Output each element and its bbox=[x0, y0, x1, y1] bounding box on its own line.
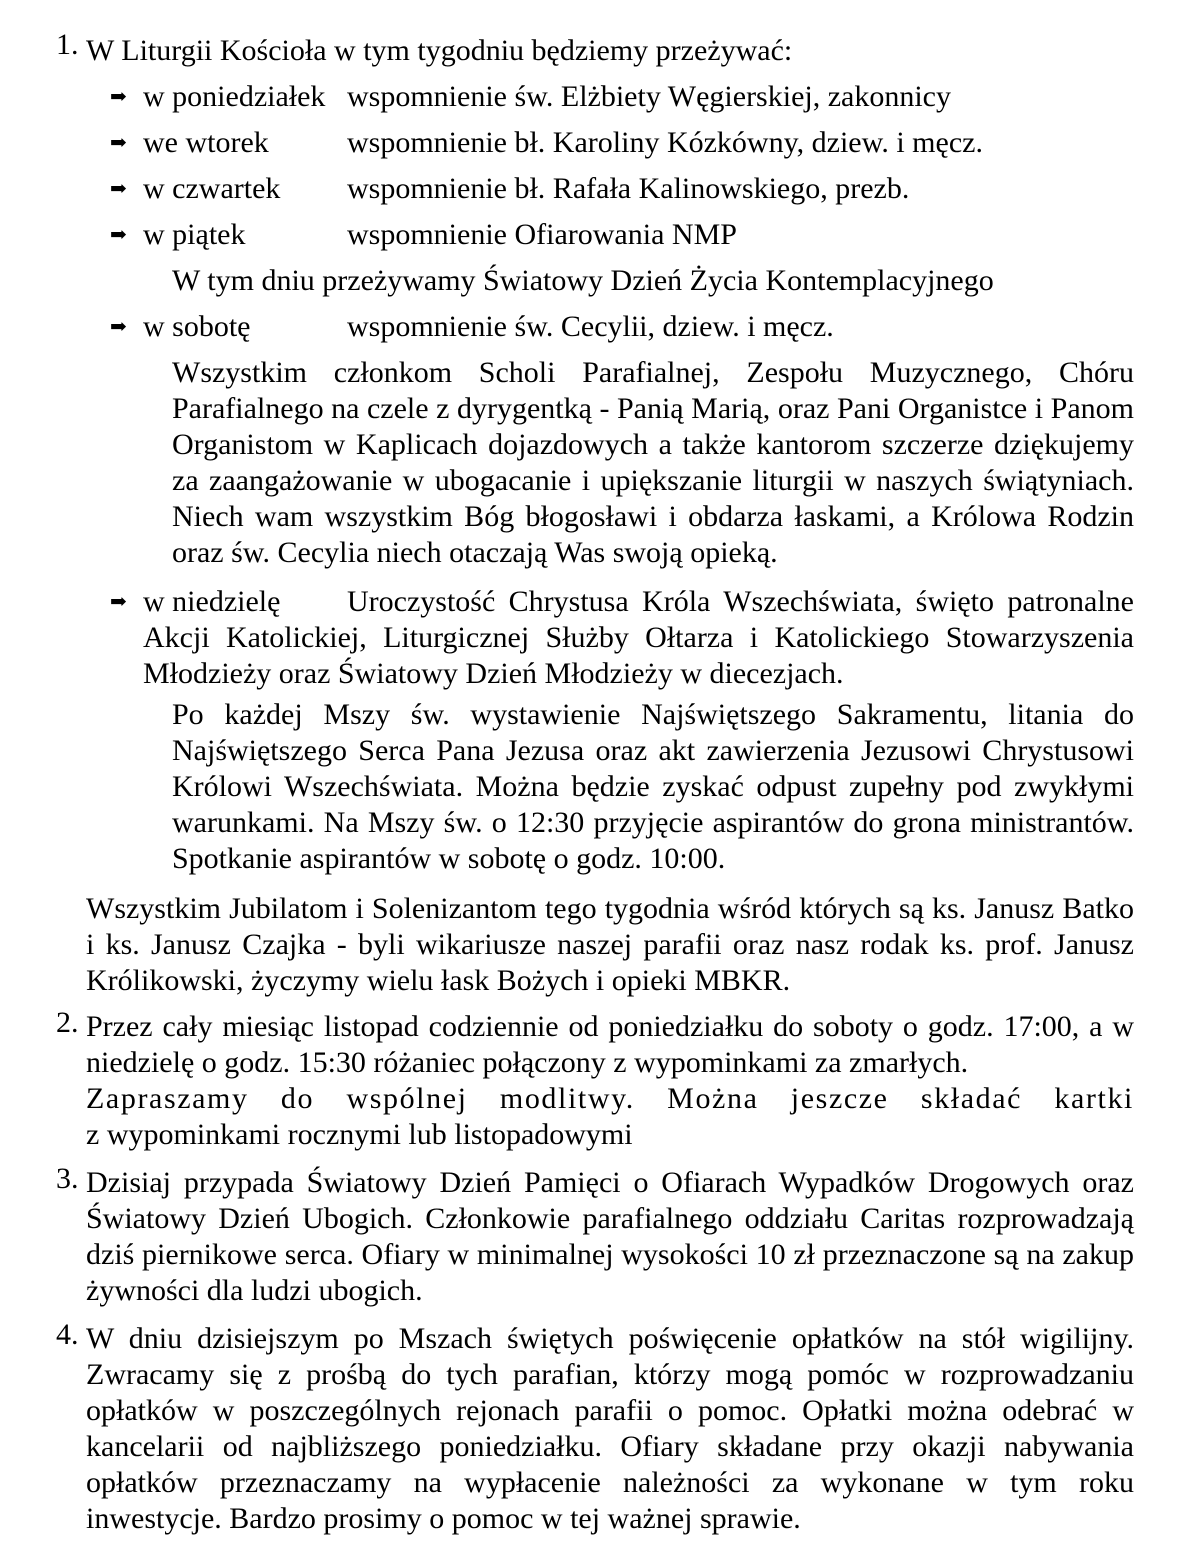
day-entry-monday bbox=[0, 74, 1190, 120]
day-entry-sunday bbox=[0, 579, 1190, 692]
announcement-4 bbox=[0, 1317, 1190, 1545]
day-entry-thursday bbox=[0, 166, 1190, 212]
saturday-note: Wszystkim członkom Scholi Parafialnej, Zespołu Muzycznego, Chóru Parafialnego na czele z dyrygentką - Panią Marią, oraz Pani Organistce i Panom Organistom w Kaplicach dojazdowych a także kantorom szczerze dziękujemy za zaangażowanie w ubogacanie i upiększanie liturgii w naszych świątyniach. Niech wam wszystkim Bóg błogosławi i obdarza łaskami, a Królowa Rodzin oraz św. Cecylia niech otaczają Was swoją opieką. bbox=[172, 356, 1134, 569]
item-number: 1. bbox=[56, 28, 79, 61]
item-text: z wypominkami rocznymi lub listopadowymi bbox=[86, 1118, 633, 1151]
item-text: W dniu dzisiejszym po Mszach świętych poświęcenie opłatków na stół wigilijny. Zwracamy się z prośbą do tych parafian, którzy mogą pomóc w rozprowadzaniu opłatków w poszczególnych rejonach parafii o pomoc. Opłatki można odebrać w kancelarii od najbliższego poniedziałku. Ofiary składane przy okazji nabywania opłatków przeznaczamy na wypłacenie należności za wykonane w tym roku inwestycje. Bardzo prosimy o pomoc w tej ważnej sprawie. bbox=[86, 1322, 1134, 1535]
friday-note: W tym dniu przeżywamy Światowy Dzień Życia Kontemplacyjnego bbox=[172, 264, 994, 297]
day-name: w sobotę bbox=[143, 310, 251, 343]
announcement-2 bbox=[0, 1005, 1190, 1161]
arrow-bullet-icon: ➡ bbox=[110, 86, 127, 108]
day-text: wspomnienie Ofiarowania NMP bbox=[347, 218, 737, 251]
arrow-bullet-icon: ➡ bbox=[110, 132, 127, 154]
day-text: wspomnienie bł. Karoliny Kózkówny, dziew. i męcz. bbox=[347, 126, 983, 159]
jubilees-paragraph: Wszystkim Jubilatom i Solenizantom tego tygodnia wśród których są ks. Janusz Batko i ks. Janusz Czajka - byli wikariusze naszej parafii oraz nasz rodak ks. prof. Janusz Królikowski, życzymy wielu łask Bożych i opieki MBKR. bbox=[86, 892, 1134, 997]
day-text: Uroczystość Chrystusa Króla Wszechświata, święto patronalne Akcji Katolickiej, Liturgicznej Służby Ołtarza i Katolickiego Stowarzyszenia Młodzieży oraz Światowy Dzień Młodzieży w diecezjach. bbox=[143, 585, 1134, 690]
item-number: 3. bbox=[56, 1162, 79, 1195]
day-entry-saturday bbox=[0, 304, 1190, 350]
item-number: 4. bbox=[56, 1318, 79, 1351]
item-text: Dzisiaj przypada Światowy Dzień Pamięci o Ofiarach Wypadków Drogowych oraz Światowy Dzień Ubogich. Członkowie parafialnego oddziału Caritas rozprowadzają dziś piernikowe serca. Ofiary w minimalnej wysokości 10 zł przeznaczone są na zakup żywności dla ludzi ubogich. bbox=[86, 1166, 1134, 1307]
day-entry-tuesday bbox=[0, 120, 1190, 166]
arrow-bullet-icon: ➡ bbox=[110, 178, 127, 200]
day-name: w niedzielę bbox=[143, 585, 281, 618]
day-name: w poniedziałek bbox=[143, 80, 326, 113]
day-name: w czwartek bbox=[143, 172, 281, 205]
announcement-1 bbox=[0, 28, 1190, 74]
item-text: Przez cały miesiąc listopad codziennie od poniedziałku do soboty o godz. 17:00, a w niedzielę o godz. 15:30 różaniec połączony z wypominkami za zmarłych. bbox=[86, 1010, 1134, 1079]
arrow-bullet-icon: ➡ bbox=[110, 316, 127, 338]
sunday-note: Po każdej Mszy św. wystawienie Najświętszego Sakramentu, litania do Najświętszego Serca Pana Jezusa oraz akt zawierzenia Jezusowi Chrystusowi Królowi Wszechświata. Można będzie zyskać odpust zupełny pod zwykłymi warunkami. Na Mszy św. o 12:30 przyjęcie aspirantów do grona ministrantów. Spotkanie aspirantów w sobotę o godz. 10:00. bbox=[172, 698, 1134, 875]
item-text: Zapraszamy do wspólnej modlitwy. Można jeszcze składać kartki bbox=[86, 1082, 1134, 1115]
day-text: wspomnienie św. Elżbiety Węgierskiej, zakonnicy bbox=[347, 80, 951, 113]
day-name: w piątek bbox=[143, 218, 246, 251]
item-heading: W Liturgii Kościoła w tym tygodniu będziemy przeżywać: bbox=[86, 34, 793, 67]
item-number: 2. bbox=[56, 1006, 79, 1039]
day-entry-friday bbox=[0, 212, 1190, 258]
day-text: wspomnienie bł. Rafała Kalinowskiego, prezb. bbox=[347, 172, 910, 205]
arrow-bullet-icon: ➡ bbox=[110, 591, 127, 613]
day-text: wspomnienie św. Cecylii, dziew. i męcz. bbox=[347, 310, 834, 343]
arrow-bullet-icon: ➡ bbox=[110, 224, 127, 246]
day-name: we wtorek bbox=[143, 126, 269, 159]
announcement-3 bbox=[0, 1161, 1190, 1317]
